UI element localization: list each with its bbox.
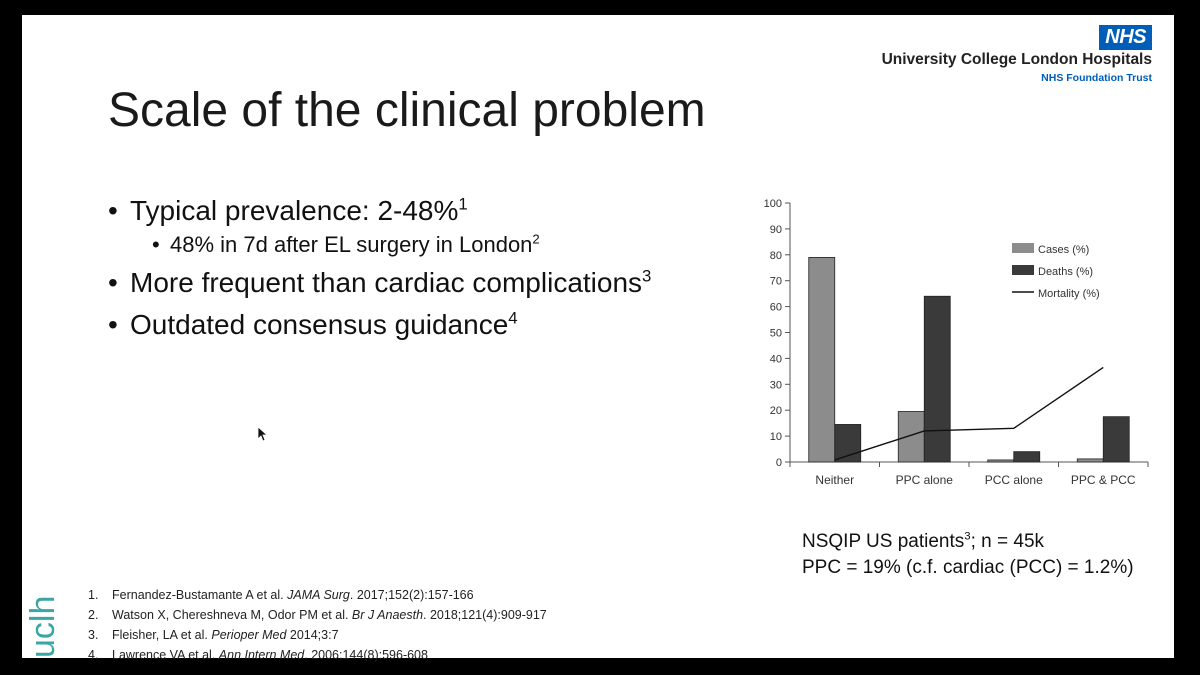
bullet-cardiac: • More frequent than cardiac complications$^3$ bbox=[108, 265, 651, 301]
reference-4: 4. Lawrence VA et al. Ann Intern Med. 2006;144(8):596-608 bbox=[88, 648, 428, 662]
bar-deaths bbox=[1103, 417, 1129, 462]
y-tick-label: 100 bbox=[763, 198, 782, 210]
bar-deaths bbox=[1014, 452, 1040, 462]
bar-cases bbox=[898, 411, 924, 462]
reference-3: 3. Fleisher, LA et al. Perioper Med 2014;3:7 bbox=[88, 628, 339, 642]
mortality-line bbox=[835, 367, 1104, 459]
chart bbox=[730, 193, 1150, 498]
organisation-name: University College London Hospitals bbox=[881, 51, 1152, 68]
x-tick-label: PPC alone bbox=[895, 473, 953, 487]
chart-caption bbox=[802, 529, 1134, 581]
slide-title: Scale of the clinical problem bbox=[108, 84, 706, 137]
sub-bullet-london: • 48% in 7d after EL surgery in London$^2$ bbox=[152, 229, 651, 261]
uclh-logo-text: uclh bbox=[24, 595, 62, 658]
uclh-logo bbox=[24, 570, 62, 660]
y-tick-label: 60 bbox=[769, 301, 782, 314]
reference-2: 2. Watson X, Chereshneva M, Odor PM et al. Br J Anaesth. 2018;121(4):909-917 bbox=[88, 608, 547, 622]
caption-line-2: PPC = 19% (c.f. cardiac (PCC) = 1.2%) bbox=[802, 557, 1134, 578]
legend-swatch bbox=[1012, 243, 1034, 253]
reference-1: 1. Fernandez-Bustamante A et al. JAMA Surg. 2017;152(2):157-166 bbox=[88, 588, 474, 602]
y-tick-label: 20 bbox=[769, 405, 782, 418]
y-tick-label: 80 bbox=[769, 249, 782, 262]
legend-label: Mortality (%) bbox=[1038, 288, 1100, 300]
caption-line-1: NSQIP US patients$^3$; n = 45k bbox=[802, 530, 1045, 552]
bar-chart bbox=[730, 193, 1150, 493]
y-tick-label: 70 bbox=[769, 275, 782, 288]
bar-cases bbox=[809, 257, 835, 462]
references bbox=[88, 585, 547, 665]
slide bbox=[22, 15, 1174, 662]
trust-name: NHS Foundation Trust bbox=[1041, 72, 1152, 84]
y-tick-label: 90 bbox=[769, 223, 782, 236]
bar-cases bbox=[1077, 459, 1103, 462]
bar-cases bbox=[988, 460, 1014, 462]
y-tick-label: 30 bbox=[769, 379, 782, 392]
y-tick-label: 0 bbox=[775, 457, 782, 469]
bullet-guidance: • Outdated consensus guidance$^4$ bbox=[108, 307, 651, 343]
bar-deaths bbox=[924, 296, 950, 462]
legend-swatch bbox=[1012, 265, 1034, 275]
legend-label: Deaths (%) bbox=[1038, 266, 1094, 278]
y-tick-label: 10 bbox=[769, 431, 782, 444]
bullet-prevalence: • Typical prevalence: 2-48%$^1$ bbox=[108, 193, 651, 229]
y-tick-label: 40 bbox=[769, 353, 782, 366]
legend-label: Cases (%) bbox=[1038, 244, 1090, 256]
nhs-logo: NHS bbox=[1099, 25, 1152, 50]
mouse-cursor-icon bbox=[258, 427, 270, 443]
y-tick-label: 50 bbox=[769, 327, 782, 340]
x-tick-label: PPC & PCC bbox=[1070, 473, 1136, 487]
x-tick-label: Neither bbox=[815, 473, 855, 487]
x-tick-label: PCC alone bbox=[984, 473, 1043, 487]
bullet-list bbox=[108, 193, 651, 343]
